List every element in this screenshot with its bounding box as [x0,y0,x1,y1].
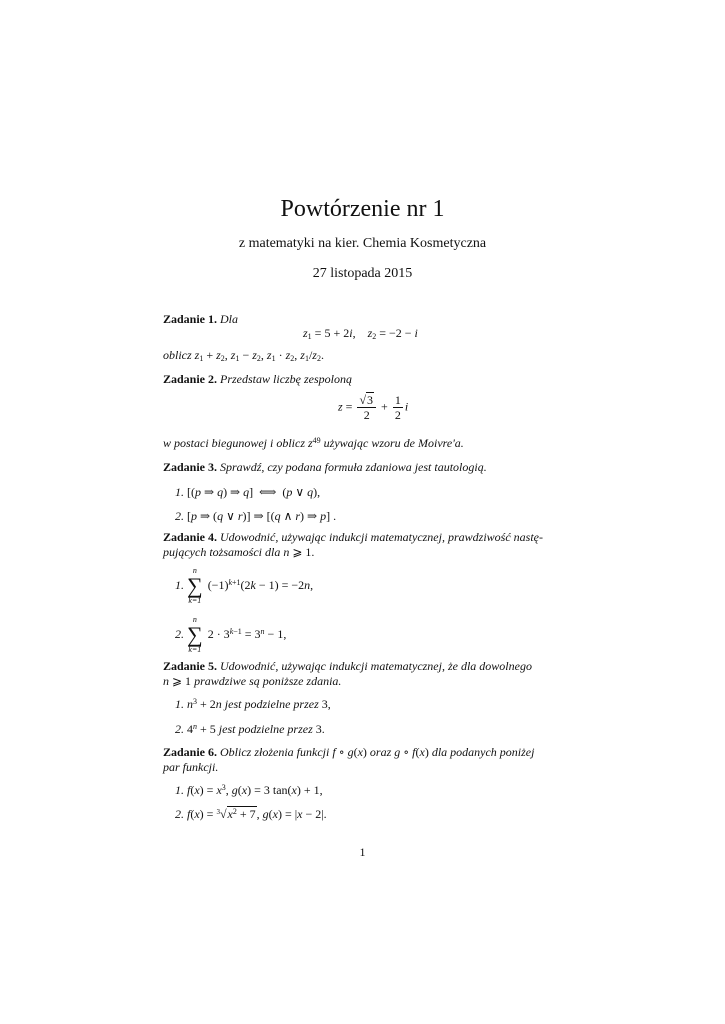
task-5-intro-line1: Udowodnić, używając indukcji matematycznej, że dla dowolnego [220,659,532,673]
one-over-2: $\frac{1}{2}$ [394,393,401,422]
task-4-header [163,530,543,545]
task-2-formula: z = $\frac{√3}{2}$ + $\frac{1}{2}$ i [338,393,409,422]
page-number: 1 [359,845,366,859]
task-1-formula: $z_1 = 5 + 2i$, $z_2 = -2 - i$ [303,326,418,341]
task-6-intro-b: oraz [369,745,392,759]
task-2-header [163,372,352,387]
task-3-intro: Sprawdź, czy podana formuła zdaniowa jest tautologią. [220,460,487,474]
task-4-item-2: 2. n ∑ k=1 $2 \cdot 3^{k-1} = 3^n - 1$, [175,615,287,654]
item-number: 1. [175,485,184,499]
task-6-header: Zadanie 6. Oblicz złożenia funkcji f ∘ g(x) oraz g ∘ f(x) dla podanych poniżej [163,745,535,759]
task-3-item-2: 2. [p ⇒ (q ∨ r)] ⇒ [(q ∧ r) ⇒ p] . [175,509,337,523]
task-4-label: Zadanie 4. [163,530,218,544]
page-date: 27 listopada 2015 [312,266,413,281]
task-6-intro-line2: par funkcji. [163,760,219,774]
sum-symbol: n ∑ k=1 [187,615,203,654]
task-6-intro-a: Oblicz złożenia funkcji [220,745,330,759]
task-5-header-line2: n ⩾ 1 prawdziwe są poniższe zdania. [163,674,342,688]
sqrt3-over-2: $\frac{√3}{2}$ [357,393,376,422]
task-1-intro: Dla [220,312,239,326]
task-5-item-1-text: jest podzielne przez [224,697,319,711]
task-2-question: w postaci biegunowej i oblicz $z^{49}$ używając wzoru de Moivre'a. [163,436,464,450]
task-6-header-line2 [163,760,218,775]
task-4-intro-line1: Udowodnić, używając indukcji matematycznej, prawdziwość nastę- [220,530,543,544]
task-2-intro: Przedstaw liczbę zespoloną [220,372,353,386]
page-title: Powtórzenie nr 1 [280,196,445,222]
task-1-outro: oblicz [163,348,192,362]
page-subtitle: z matematyki na kier. Chemia Kosmetyczna [238,236,487,251]
item-number: 1. [175,783,184,797]
task-5-item-1: 1. $n^3 + 2n$ jest podzielne przez 3, [175,697,331,711]
task-5-header [163,659,532,674]
task-5-item-2-text: jest podzielne przez [218,722,313,736]
task-4-intro-line2: pujących tożsamości dla [163,545,281,559]
task-5-item-2: 2. $4^n + 5$ jest podzielne przez 3. [175,722,325,736]
task-6-item-1: 1. $f(x) = x^3$, g(x) = 3 tan(x) + 1, [175,783,323,797]
task-2-label: Zadanie 2. [163,372,218,386]
task-3-label: Zadanie 3. [163,460,218,474]
task-6-intro-c: dla podanych poniżej [431,745,535,759]
task-1-question: oblicz $z_1 + z_2$, $z_1 - z_2$, $z_1 \cdot z_2$, $z_1/z_2$. [163,348,324,363]
item-number: 2. [175,722,184,736]
task-4-item-1: 1. n ∑ k=1 $(-1)^{k+1}(2k - 1) = -2n$, [175,566,314,605]
item-number: 2. [175,807,184,821]
task-3-item-1: 1. [(p ⇒ q) ⇒ q] ⟺ (p ∨ q), [175,485,321,499]
task-1-header [163,312,238,327]
sum-symbol: n ∑ k=1 [187,566,203,605]
task-6-item-2: 2. $f(x) = ^3√x^2 + 7$, g(x) = |x − 2|. [175,807,327,821]
item-number: 1. [175,577,184,592]
item-number: 2. [175,626,184,641]
task-4-header-line2: pujących tożsamości dla n ⩾ 1. [163,545,315,559]
task-3-header [163,460,487,475]
task-5-label: Zadanie 5. [163,659,218,673]
task-1-label: Zadanie 1. [163,312,218,326]
task-6-label: Zadanie 6. [163,745,218,759]
item-number: 2. [175,509,184,523]
item-number: 1. [175,697,184,711]
task-5-intro-line2: prawdziwe są poniższe zdania. [194,674,342,688]
task-2-outro-a: w postaci biegunowej i oblicz [163,436,305,450]
task-2-outro-b: używając wzoru de Moivre'a. [323,436,464,450]
